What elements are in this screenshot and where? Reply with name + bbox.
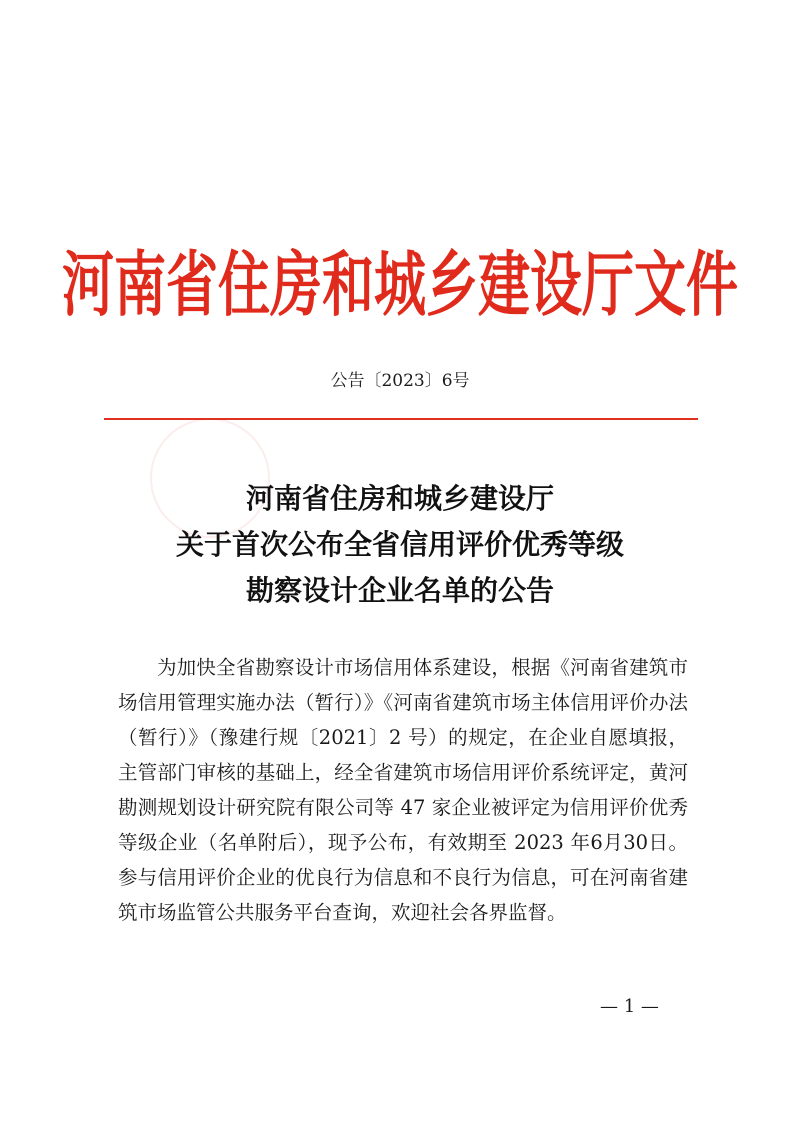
document-title bbox=[0, 476, 800, 614]
issuing-authority: 河南省住房和城乡建设厅文件 bbox=[61, 244, 738, 327]
title-line-2: 关于首次公布全省信用评价优秀等级 bbox=[175, 528, 624, 561]
title-line-3: 勘察设计企业名单的公告 bbox=[245, 574, 554, 607]
page-number: — 1 — bbox=[600, 996, 659, 1017]
body-paragraph: 为加快全省勘察设计市场信用体系建设，根据《河南省建筑市场信用管理实施办法（暂行）》《河南省建筑市场主体信用评价办法（暂行）》（豫建行规〔2021〕2 号）的规定，在企业自愿填报，主管部门审核的基础上，经全省建筑市场信用评价系统评定，黄河勘测规划设计研究院有限公司等 47 家企业被评定为信用评价优秀等级企业（名单附后），现予公布，有效期至 2023 年6月30日。参与信用评价企业的优良行为信息和不良行为信息，可在河南省建筑市场监管公共服务平台查询，欢迎社会各界监督。 bbox=[118, 656, 688, 924]
document-number: 公告〔2023〕6号 bbox=[330, 371, 470, 391]
document-header bbox=[0, 228, 800, 327]
title-line-1: 河南省住房和城乡建设厅 bbox=[245, 482, 554, 515]
body-text bbox=[118, 650, 688, 930]
